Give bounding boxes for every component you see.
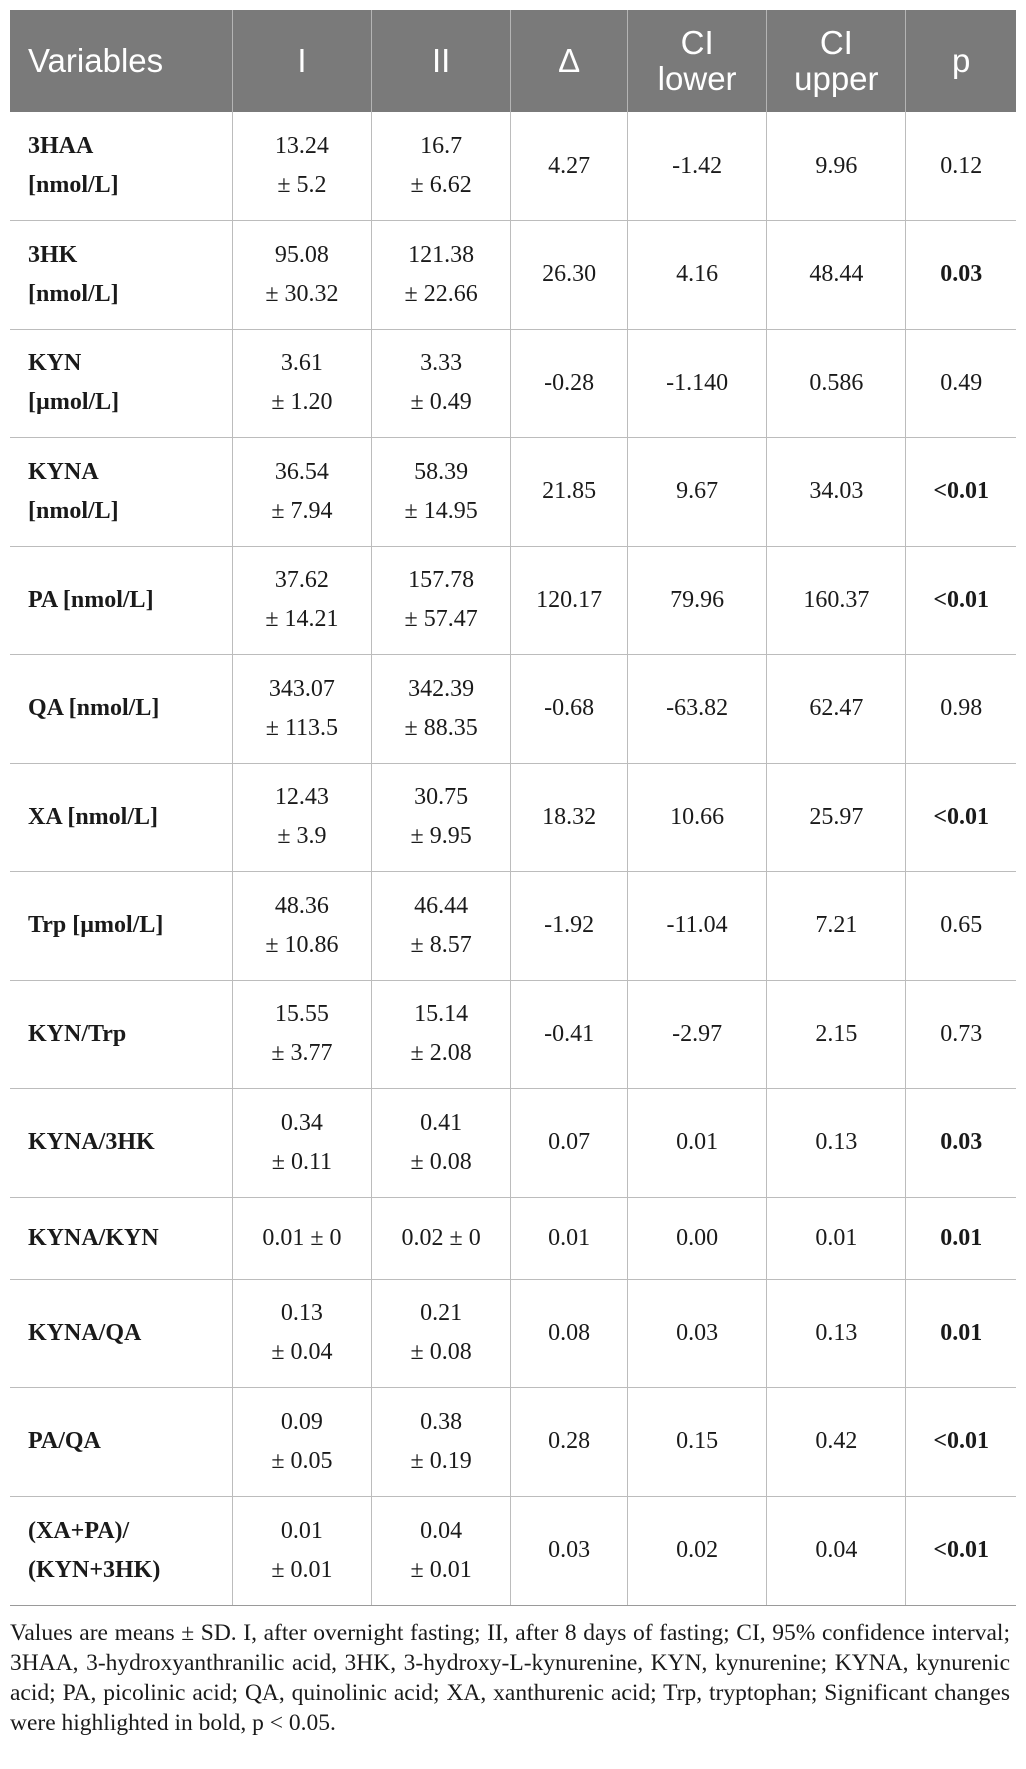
cell-delta: 21.85 (511, 438, 628, 547)
cell-i-line: 0.34 (280, 1109, 323, 1136)
cell-p: 0.98 (906, 655, 1016, 764)
cell-ii-line: ± 0.49 (410, 389, 472, 416)
cell-i (232, 1089, 371, 1198)
cell-i-line: 0.13 (280, 1300, 323, 1327)
cell-delta: -1.92 (511, 872, 628, 981)
cell-ii-line: ± 2.08 (410, 1040, 472, 1067)
cell-i (232, 112, 371, 221)
cell-ci-lower: 0.03 (628, 1279, 767, 1388)
cell-ii-line: ± 0.08 (410, 1148, 472, 1175)
cell-ii-line: ± 0.08 (410, 1339, 472, 1366)
cell-ii (372, 546, 511, 655)
cell-ci-upper: 0.04 (767, 1496, 906, 1605)
cell-variable-line: PA/QA (28, 1428, 101, 1455)
cell-i-line: 12.43 (274, 784, 329, 811)
cell-variable-line: KYNA/3HK (28, 1129, 155, 1156)
cell-ii (372, 1197, 511, 1279)
cell-variable (10, 438, 232, 547)
cell-i-line: 0.01 ± 0 (262, 1224, 342, 1251)
cell-ii-line: 3.33 (420, 350, 463, 377)
cell-p: <0.01 (906, 763, 1016, 872)
cell-i-line: 37.62 (274, 567, 329, 594)
cell-ii (372, 329, 511, 438)
cell-i-line: ± 3.77 (271, 1040, 333, 1067)
cell-i (232, 1388, 371, 1497)
table-body (10, 112, 1016, 1605)
cell-ci-upper: 25.97 (767, 763, 906, 872)
cell-ii-line: ± 0.19 (410, 1447, 472, 1474)
header-ci-upper (767, 10, 906, 112)
cell-i (232, 763, 371, 872)
cell-i-line: ± 3.9 (277, 823, 327, 850)
cell-variable (10, 655, 232, 764)
table-row (10, 1279, 1016, 1388)
results-table (10, 10, 1016, 1605)
cell-ii-line: 0.02 ± 0 (401, 1224, 481, 1251)
cell-ii-line: ± 88.35 (404, 714, 478, 741)
table-row (10, 655, 1016, 764)
cell-i-line: 15.55 (274, 1001, 329, 1028)
cell-delta: 120.17 (511, 546, 628, 655)
cell-i-line: 36.54 (274, 458, 329, 485)
cell-delta: 0.28 (511, 1388, 628, 1497)
cell-i-line: ± 1.20 (271, 389, 333, 416)
cell-i-line: ± 0.05 (271, 1447, 333, 1474)
cell-p: 0.12 (906, 112, 1016, 221)
cell-ii-line: ± 6.62 (410, 172, 472, 198)
cell-i-line: 13.24 (274, 133, 329, 159)
cell-variable-line: [µmol/L] (28, 389, 120, 416)
cell-delta: -0.41 (511, 980, 628, 1089)
cell-ci-upper: 2.15 (767, 980, 906, 1089)
cell-variable-line: QA [nmol/L] (28, 695, 160, 722)
cell-ii-line: ± 9.95 (410, 823, 472, 850)
cell-variable-line: [nmol/L] (28, 172, 119, 198)
cell-ci-upper: 160.37 (767, 546, 906, 655)
table-row (10, 872, 1016, 981)
cell-p: 0.01 (906, 1197, 1016, 1279)
cell-variable-line: Trp [µmol/L] (28, 912, 164, 939)
cell-delta: 18.32 (511, 763, 628, 872)
table-row (10, 763, 1016, 872)
table-row (10, 1496, 1016, 1605)
cell-delta: 0.07 (511, 1089, 628, 1198)
cell-i-line: ± 5.2 (277, 172, 327, 198)
cell-i-line: ± 30.32 (265, 280, 339, 307)
table-row (10, 980, 1016, 1089)
cell-ci-upper: 0.13 (767, 1089, 906, 1198)
cell-ii-line: 0.41 (420, 1109, 463, 1136)
cell-variable (10, 112, 232, 221)
cell-ii-line: 121.38 (408, 241, 475, 268)
cell-i-line: 3.61 (280, 350, 323, 377)
cell-variable-line: XA [nmol/L] (28, 803, 159, 830)
cell-ii-line: ± 22.66 (404, 280, 478, 307)
cell-ci-upper: 0.586 (767, 329, 906, 438)
cell-delta: 4.27 (511, 112, 628, 221)
cell-variable (10, 1388, 232, 1497)
cell-variable-line: PA [nmol/L] (28, 586, 154, 613)
table-row (10, 1089, 1016, 1198)
header-ii: II (372, 10, 511, 112)
cell-i (232, 1279, 371, 1388)
cell-ci-upper: 9.96 (767, 112, 906, 221)
cell-variable (10, 1496, 232, 1605)
cell-ci-upper: 0.01 (767, 1197, 906, 1279)
cell-p: 0.03 (906, 1089, 1016, 1198)
table-row (10, 1197, 1016, 1279)
table-row (10, 438, 1016, 547)
cell-i (232, 546, 371, 655)
header-ci-lower-line2: lower (657, 60, 737, 97)
cell-i (232, 655, 371, 764)
header-i: I (232, 10, 371, 112)
cell-p: 0.01 (906, 1279, 1016, 1388)
cell-i (232, 221, 371, 330)
table-row (10, 546, 1016, 655)
cell-ii (372, 438, 511, 547)
cell-variable (10, 980, 232, 1089)
table-container (10, 10, 1016, 1738)
cell-ii-line: ± 0.01 (410, 1556, 472, 1583)
header-delta: Δ (511, 10, 628, 112)
cell-variable-line: [nmol/L] (28, 280, 119, 307)
cell-i-line: ± 10.86 (265, 931, 339, 958)
cell-variable-line: (XA+PA)/ (28, 1517, 130, 1544)
cell-variable-line: KYNA (28, 458, 99, 485)
cell-i-line: 0.01 (280, 1517, 323, 1544)
cell-ii-line: 157.78 (408, 567, 475, 594)
cell-ii-line: 46.44 (414, 892, 469, 919)
cell-ii-line: 0.38 (420, 1408, 463, 1435)
cell-ci-upper: 0.42 (767, 1388, 906, 1497)
cell-delta: -0.68 (511, 655, 628, 764)
header-variables: Variables (10, 10, 232, 112)
table-row (10, 112, 1016, 221)
cell-delta: 0.08 (511, 1279, 628, 1388)
cell-ii-line: 30.75 (414, 784, 469, 811)
cell-ii (372, 655, 511, 764)
cell-p: 0.73 (906, 980, 1016, 1089)
cell-ci-lower: -11.04 (628, 872, 767, 981)
header-ci-lower-line1: CI (680, 24, 714, 61)
cell-variable (10, 763, 232, 872)
cell-i-line: ± 7.94 (271, 497, 333, 524)
cell-ii (372, 1496, 511, 1605)
cell-variable-line: KYNA/QA (28, 1319, 142, 1346)
cell-ii-line: 58.39 (414, 458, 469, 485)
cell-ci-lower: -63.82 (628, 655, 767, 764)
cell-ci-upper: 7.21 (767, 872, 906, 981)
cell-i (232, 329, 371, 438)
cell-p: <0.01 (906, 1496, 1016, 1605)
cell-p: <0.01 (906, 1388, 1016, 1497)
cell-ci-upper: 0.13 (767, 1279, 906, 1388)
cell-variable (10, 329, 232, 438)
cell-i (232, 980, 371, 1089)
cell-ci-lower: -1.42 (628, 112, 767, 221)
header-p: p (906, 10, 1016, 112)
cell-ii-line: ± 8.57 (410, 931, 472, 958)
cell-variable (10, 1197, 232, 1279)
cell-p: 0.49 (906, 329, 1016, 438)
cell-ii-line: ± 57.47 (404, 606, 478, 633)
cell-delta: 26.30 (511, 221, 628, 330)
cell-p: <0.01 (906, 546, 1016, 655)
cell-i-line: ± 113.5 (265, 714, 339, 741)
cell-i-line: ± 0.01 (271, 1556, 333, 1583)
cell-ii-line: 342.39 (408, 675, 475, 702)
header-ci-upper-line2: upper (794, 60, 879, 97)
cell-variable-line: KYN (28, 350, 82, 377)
cell-ii (372, 1279, 511, 1388)
header-ci-upper-line1: CI (819, 24, 853, 61)
cell-ci-lower: 4.16 (628, 221, 767, 330)
cell-ii-line: 0.21 (420, 1300, 463, 1327)
cell-variable-line: [nmol/L] (28, 497, 119, 524)
cell-ci-lower: 10.66 (628, 763, 767, 872)
cell-i-line: ± 14.21 (265, 606, 339, 633)
header-ci-lower (628, 10, 767, 112)
cell-variable-line: 3HAA (28, 133, 94, 159)
table-row (10, 329, 1016, 438)
cell-ii-line: ± 14.95 (404, 497, 478, 524)
cell-ii (372, 1089, 511, 1198)
cell-ci-lower: -1.140 (628, 329, 767, 438)
cell-ci-lower: 9.67 (628, 438, 767, 547)
cell-variable (10, 1279, 232, 1388)
table-footnote: Values are means ± SD. I, after overnight fasting; II, after 8 days of fasting; CI, 95% confidence interval; 3HAA, 3-hydroxyanthranilic acid, 3HK, 3-hydroxy-L-kynurenine, KYN, kynurenine; KYNA, kynurenic acid; PA, picolinic acid; QA, quinolinic acid; XA, xanthurenic acid; Trp, tryptophan; Significant changes were highlighted in bold, p < 0.05. (10, 1619, 1010, 1736)
cell-ci-upper: 62.47 (767, 655, 906, 764)
cell-ii (372, 112, 511, 221)
cell-p: 0.65 (906, 872, 1016, 981)
cell-variable-line: 3HK (28, 241, 78, 268)
cell-i-line: 48.36 (274, 892, 329, 919)
cell-delta: 0.01 (511, 1197, 628, 1279)
cell-i-line: ± 0.11 (271, 1148, 333, 1175)
cell-i (232, 1197, 371, 1279)
cell-ci-lower: 0.02 (628, 1496, 767, 1605)
cell-ii-line: 16.7 (420, 133, 463, 159)
cell-i (232, 1496, 371, 1605)
cell-delta: -0.28 (511, 329, 628, 438)
header-row (10, 10, 1016, 112)
cell-ii (372, 221, 511, 330)
cell-i-line: 343.07 (268, 675, 335, 702)
cell-ci-upper: 48.44 (767, 221, 906, 330)
table-row (10, 1388, 1016, 1497)
cell-ii (372, 763, 511, 872)
cell-p: <0.01 (906, 438, 1016, 547)
cell-ii (372, 872, 511, 981)
cell-i-line: 95.08 (274, 241, 329, 268)
cell-ii (372, 1388, 511, 1497)
cell-variable-line: KYN/Trp (28, 1020, 127, 1047)
cell-ci-lower: 79.96 (628, 546, 767, 655)
cell-ci-lower: 0.01 (628, 1089, 767, 1198)
cell-variable (10, 546, 232, 655)
cell-i-line: 0.09 (280, 1408, 323, 1435)
cell-ci-lower: -2.97 (628, 980, 767, 1089)
cell-delta: 0.03 (511, 1496, 628, 1605)
cell-ii-line: 15.14 (414, 1001, 469, 1028)
cell-p: 0.03 (906, 221, 1016, 330)
cell-variable-line: KYNA/KYN (28, 1224, 159, 1251)
cell-ci-lower: 0.00 (628, 1197, 767, 1279)
cell-variable-line: (KYN+3HK) (28, 1556, 161, 1583)
cell-ci-upper: 34.03 (767, 438, 906, 547)
table-bottom-rule (10, 1605, 1016, 1606)
cell-i (232, 438, 371, 547)
cell-ii-line: 0.04 (420, 1517, 463, 1544)
cell-i (232, 872, 371, 981)
cell-variable (10, 1089, 232, 1198)
cell-variable (10, 872, 232, 981)
cell-variable (10, 221, 232, 330)
cell-ii (372, 980, 511, 1089)
cell-i-line: ± 0.04 (271, 1339, 333, 1366)
table-row (10, 221, 1016, 330)
cell-ci-lower: 0.15 (628, 1388, 767, 1497)
